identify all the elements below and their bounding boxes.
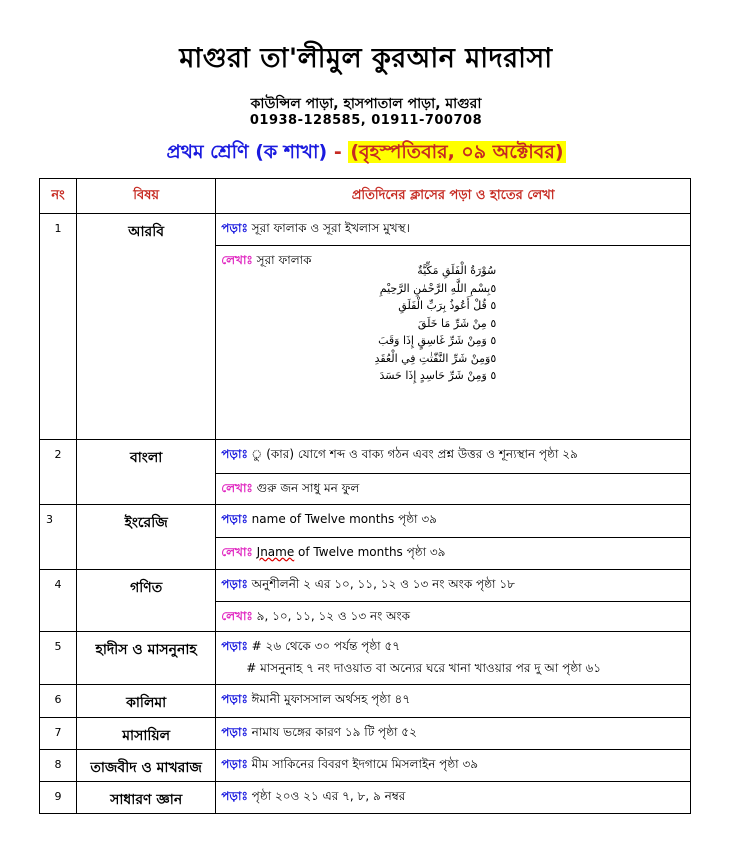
read-text: সূরা ফালাক ও সূরা ইখলাস মুখস্থ। xyxy=(251,221,410,235)
table-row xyxy=(40,440,691,505)
write-text: গুরু জন সাধু মন ফুল xyxy=(256,481,360,495)
class-heading xyxy=(0,138,732,170)
school-title: মাগুরা তা'লীমুল কুরআন মাদরাসা xyxy=(179,43,553,74)
read-text: অনুশীলনী ২ এর ১০, ১১, ১২ ও ১৩ নং অংক পৃষ্ঠা ১৮ xyxy=(251,577,515,591)
class-label: প্রথম শ্রেণি (ক শাখা) xyxy=(166,141,328,163)
write-line xyxy=(216,601,690,628)
row-num: 3 xyxy=(40,505,77,570)
read-label: পড়াঃ xyxy=(221,725,248,739)
arabic-line: ٥ قُلْ أَعُوذُ بِرَبِّ الْفَلَقِ xyxy=(398,299,497,312)
row-subject: সাধারণ জ্ঞান xyxy=(77,782,216,814)
write-label: লেখাঃ xyxy=(221,609,253,623)
read-text: # ২৬ থেকে ৩০ পর্যন্ত পৃষ্ঠা ৫৭ xyxy=(251,639,401,653)
row-details xyxy=(216,782,691,814)
arabic-line: ٥وَمِنْ شَرِّ النَّفّٰثٰتِ فِي الْعُقَدِ xyxy=(374,351,497,365)
table-row xyxy=(40,718,691,750)
table-row xyxy=(40,782,691,814)
row-num: 1 xyxy=(40,214,77,440)
read-label: পড়াঃ xyxy=(221,577,248,591)
table-row xyxy=(40,632,691,685)
read-line xyxy=(216,214,690,245)
table-header-row xyxy=(40,179,691,214)
write-text: ৯, ১০, ১১, ১২ ও ১৩ নং অংক xyxy=(256,609,411,623)
row-subject: কালিমা xyxy=(77,685,216,718)
row-num: 2 xyxy=(40,440,77,505)
read-line-2: # মাসনুনাহ ৭ নং দাওয়াত বা অন্যের ঘরে খানা খাওয়ার পর দু আ পৃষ্ঠা ৬১ xyxy=(246,661,602,675)
row-num: 9 xyxy=(40,782,77,814)
row-details xyxy=(216,570,691,632)
table-row xyxy=(40,750,691,782)
row-details xyxy=(216,750,691,782)
arabic-line: ٥ مِنْ شَرِّ مَا خَلَقَ xyxy=(417,316,497,330)
write-line xyxy=(216,473,690,500)
read-label: পড়াঃ xyxy=(221,757,248,771)
table-row xyxy=(40,214,691,440)
write-label: লেখাঃ xyxy=(221,545,253,559)
class-date: (বৃহস্পতিবার, ০৯ অক্টোবর) xyxy=(350,141,564,163)
heading-dash: - xyxy=(327,141,349,163)
table-row xyxy=(40,685,691,718)
read-label: পড়াঃ xyxy=(221,221,248,235)
daily-lesson-table xyxy=(39,178,691,814)
table-row xyxy=(40,570,691,632)
school-phones: 01938-128585, 01911-700708 xyxy=(249,113,483,128)
read-line xyxy=(216,505,690,537)
read-text: নামায ভঙ্গের কারণ ১৯ টি পৃষ্ঠা ৫২ xyxy=(251,725,417,739)
arabic-line: سُوْرَةُ الْفَلَقِ مَكِّيَّةٌ xyxy=(417,264,497,277)
arabic-line: ٥بِسْمِ اللَّهِ الرَّحْمٰنِ الرَّحِيْمِ xyxy=(379,281,497,295)
header-num: নং xyxy=(40,179,77,214)
row-details xyxy=(216,718,691,750)
read-text: ঈমানী মুফাসসাল অর্থসহ পৃষ্ঠা ৪৭ xyxy=(251,692,411,706)
row-details xyxy=(216,440,691,505)
row-num: 4 xyxy=(40,570,77,632)
row-subject: বাংলা xyxy=(77,440,216,505)
write-line xyxy=(216,537,690,564)
read-line xyxy=(216,750,690,776)
read-line xyxy=(216,685,690,711)
row-num: 8 xyxy=(40,750,77,782)
read-text: মীম সাকিনের বিবরণ ইদগামে মিসলাইন পৃষ্ঠা ৩৯ xyxy=(251,757,479,771)
read-label: পড়াঃ xyxy=(221,512,248,526)
read-line xyxy=(216,782,690,808)
row-subject: তাজবীদ ও মাখরাজ xyxy=(77,750,216,782)
row-subject: হাদীস ও মাসনুনাহ xyxy=(77,632,216,685)
row-subject: ইংরেজি xyxy=(77,505,216,570)
write-line xyxy=(216,245,690,267)
write-label: লেখাঃ xyxy=(221,481,253,495)
row-subject: মাসায়িল xyxy=(77,718,216,750)
school-address: কাউন্সিল পাড়া, হাসপাতাল পাড়া, মাগুরা xyxy=(250,96,482,112)
arabic-line: ٥ وَمِنْ شَرِّ غَاسِقٍ إِذَا وَقَبَ xyxy=(378,334,497,347)
table-row xyxy=(40,505,691,570)
read-line xyxy=(216,440,690,473)
row-num: 5 xyxy=(40,632,77,685)
row-details xyxy=(216,632,691,685)
write-label: লেখাঃ xyxy=(221,253,253,267)
write-text-misspelled: Jname xyxy=(256,545,295,559)
row-details xyxy=(216,214,691,440)
read-text: name of Twelve months পৃষ্ঠা ৩৯ xyxy=(251,512,437,526)
row-num: 6 xyxy=(40,685,77,718)
read-line xyxy=(216,718,690,744)
row-details xyxy=(216,685,691,718)
row-details xyxy=(216,505,691,570)
header-details: প্রতিদিনের ক্লাসের পড়া ও হাতের লেখা xyxy=(216,179,691,214)
header-subject: বিষয় xyxy=(77,179,216,214)
read-label: পড়াঃ xyxy=(221,447,248,461)
row-subject: আরবি xyxy=(77,214,216,440)
row-num: 7 xyxy=(40,718,77,750)
arabic-surah-text xyxy=(296,262,510,385)
row-subject: গণিত xyxy=(77,570,216,632)
read-label: পড়াঃ xyxy=(221,789,248,803)
read-line xyxy=(216,570,690,601)
read-text: ু (কার) যোগে শব্দ ও বাক্য গঠন এবং প্রশ্ন উত্তর ও শূন্যস্থান পৃষ্ঠা ২৯ xyxy=(262,447,578,461)
write-text: সূরা ফালাক xyxy=(256,253,312,267)
read-line xyxy=(216,632,690,658)
read-label: পড়াঃ xyxy=(221,692,248,706)
arabic-line: ٥ وَمِنْ شَرِّ حَاسِدٍ إِذَا حَسَدَ xyxy=(379,369,497,382)
read-label: পড়াঃ xyxy=(221,639,248,653)
write-text: of Twelve months পৃষ্ঠা ৩৯ xyxy=(294,545,446,559)
read-text: পৃষ্ঠা ২০ও ২১ এর ৭, ৮, ৯ নম্বর xyxy=(251,789,406,803)
